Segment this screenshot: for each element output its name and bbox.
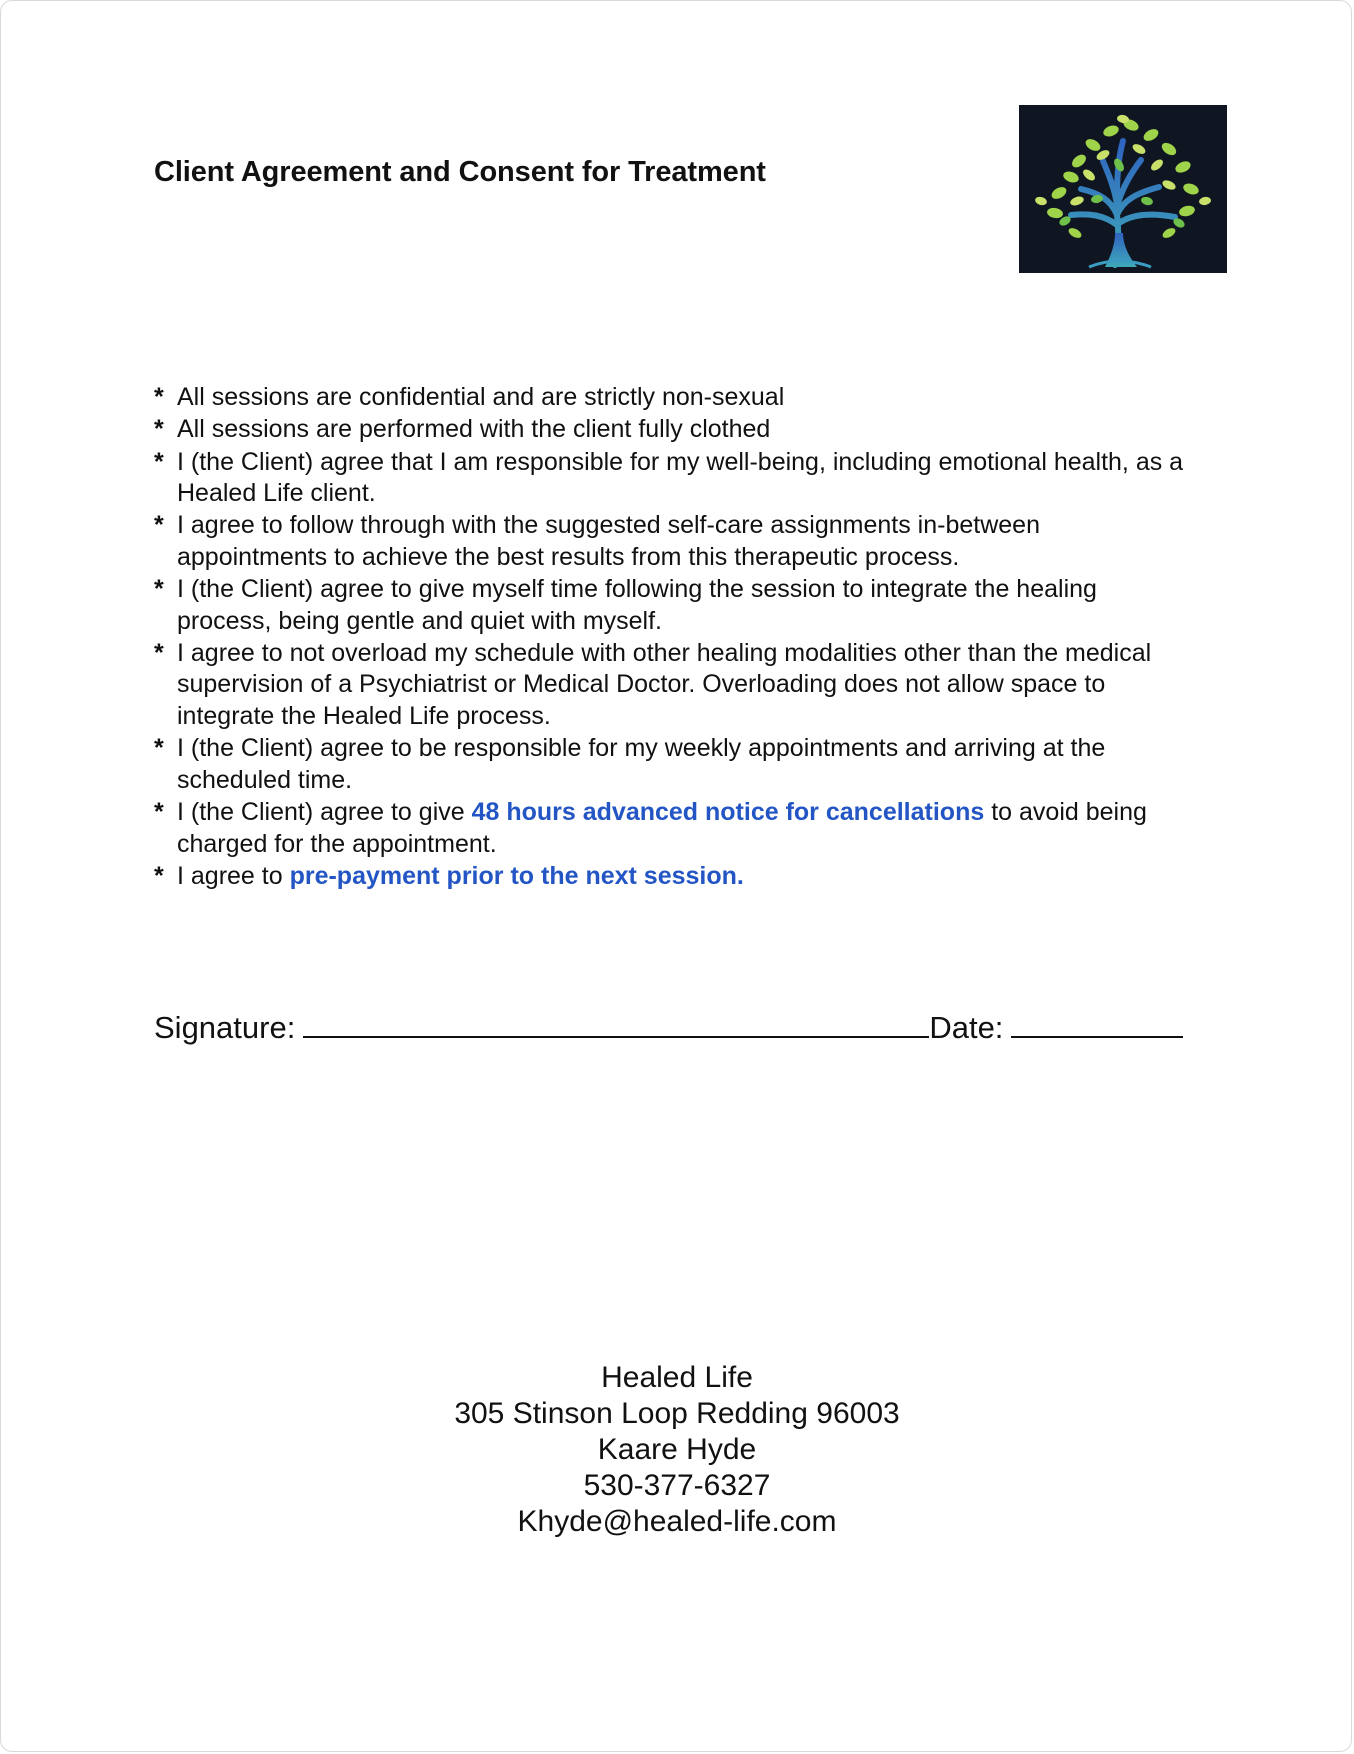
bullet-asterisk: * [154, 638, 164, 667]
bullet-asterisk: * [154, 734, 164, 763]
signature-label: Signature: [154, 1010, 296, 1045]
tree-logo-icon [1019, 105, 1227, 273]
term-text: I (the Client) agree to give myself time following the session to integrate the healing process, being gentle and quiet with myself. [177, 575, 1097, 635]
contact-phone: 530-377-6327 [583, 1469, 771, 1502]
term-text: I (the Client) agree that I am responsible for my well-being, including emotional health, as a Healed Life client. [177, 447, 1184, 508]
term-text: I agree to [177, 861, 290, 890]
business-address: 305 Stinson Loop Redding 96003 [454, 1397, 900, 1430]
list-item [154, 733, 1194, 796]
bullet-asterisk: * [154, 798, 164, 827]
prepayment-highlight: pre-payment prior to the next session. [289, 861, 744, 890]
date-field[interactable] [1011, 1010, 1183, 1038]
date-label: Date: [929, 1010, 1004, 1045]
document-title: Client Agreement and Consent for Treatment [154, 156, 766, 188]
bullet-asterisk: * [154, 511, 164, 540]
bullet-asterisk: * [154, 383, 164, 411]
bullet-asterisk: * [154, 575, 164, 604]
contact-email: Khyde@healed-life.com [517, 1505, 837, 1538]
list-item [154, 447, 1194, 510]
term-text: All sessions are confidential and are strictly non-sexual [177, 383, 785, 411]
bullet-asterisk: * [154, 415, 164, 444]
list-item [154, 861, 1194, 893]
term-text: I agree to follow through with the suggested self-care assignments in-between appointments to achieve the best results from this therapeutic process. [177, 511, 1040, 571]
list-item [154, 382, 1194, 414]
contact-block [0, 1360, 1354, 1540]
term-text: I (the Client) agree to give [177, 798, 472, 827]
list-item [154, 638, 1194, 733]
signature-row [154, 1010, 1183, 1046]
list-item [154, 414, 1194, 446]
signature-field[interactable] [303, 1010, 929, 1038]
term-text: I agree to not overload my schedule with other healing modalities other than the medical supervision of a Psychiatrist or Medical Doctor. Overloading does not allow space to integrate the Healed Life process. [177, 638, 1152, 730]
list-item [154, 574, 1194, 637]
list-item [154, 797, 1194, 860]
list-item [154, 510, 1194, 573]
term-text: All sessions are performed with the client fully clothed [177, 415, 771, 444]
term-text: I (the Client) agree to be responsible for my weekly appointments and arriving at the scheduled time. [177, 734, 1106, 794]
bullet-asterisk: * [154, 861, 164, 890]
cancellation-notice-highlight: 48 hours advanced notice for cancellations [471, 798, 985, 827]
business-name: Healed Life [601, 1361, 753, 1394]
agreement-terms-list [154, 382, 1194, 893]
term-text: to avoid being charged for the appointment. [177, 798, 1147, 858]
contact-person: Kaare Hyde [597, 1433, 757, 1466]
bullet-asterisk: * [154, 447, 164, 476]
